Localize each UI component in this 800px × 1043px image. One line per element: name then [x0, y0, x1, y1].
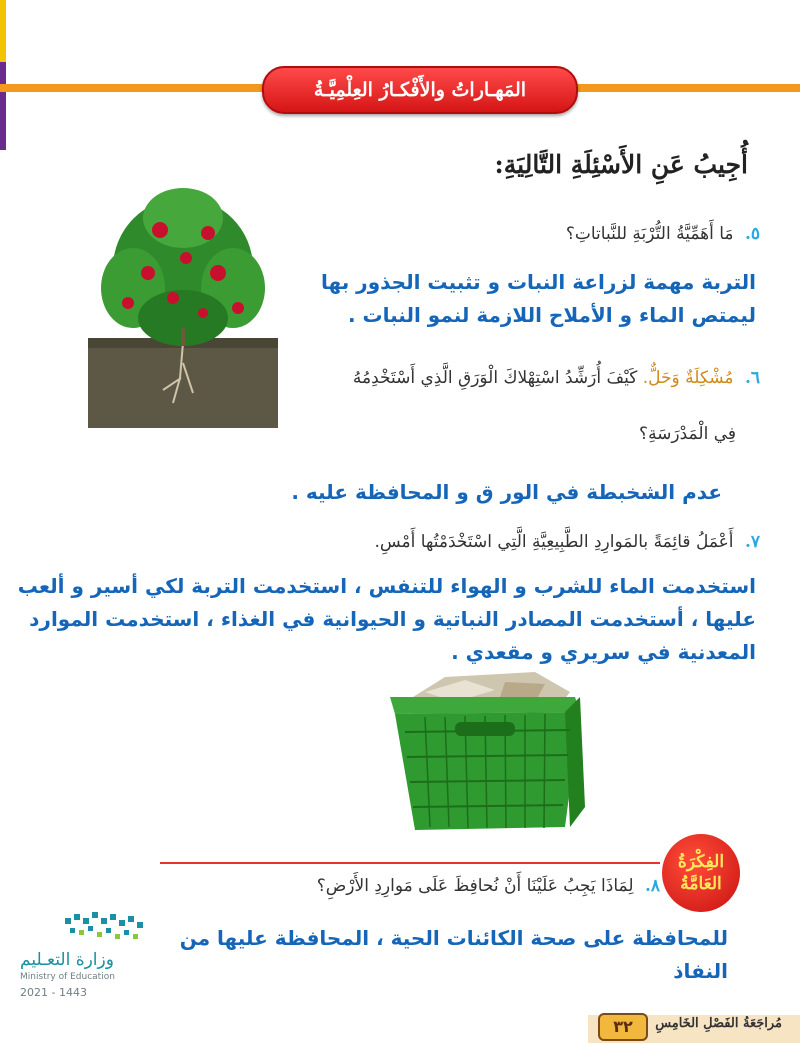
answer-7-line-1: استخدمت الماء للشرب و الهواء للتنفس ، استخدمت التربة لكي أسير و ألعب [17, 574, 756, 598]
question-6-line-2: فِي الْمَدْرَسَةِ؟ [639, 424, 736, 444]
general-idea-badge [662, 834, 740, 912]
question-7-number: ٧. [744, 532, 760, 552]
ministry-logo-icon [60, 908, 150, 948]
question-8-text: لِمَاذَا يَجِبُ عَلَيْنَا أَنْ نُحافِظَ عَلَى مَوارِدِ الأَرْضِ؟ [316, 876, 634, 896]
plant-with-soil-image [88, 178, 278, 428]
question-7-text: أَعْمَلُ قائِمَةً بالمَوارِدِ الطَّبِيعِيَّةِ الَّتِي اسْتَخْدَمْتُها أَمْسِ. [374, 532, 734, 552]
left-edge-strip-yellow [0, 0, 6, 62]
answer-6: عدم الشخبطة في الور ق و المحافظة عليه . [291, 480, 722, 504]
question-8 [317, 876, 660, 896]
answer-8-line-2: النفاذ [673, 959, 728, 983]
ministry-name-english: Ministry of Education [20, 972, 115, 982]
question-5-number: ٥. [744, 224, 760, 244]
answer-7 [16, 570, 756, 669]
question-5-text: مَا أَهَمِّيَّةُ التُّرْبَةِ للنَّباتاتِ؟ [565, 224, 734, 244]
answer-5-line-2: ليمتص الماء و الأملاح اللازمة لنمو النبات . [347, 303, 756, 327]
ministry-name-arabic: وزارة التعـليم [20, 950, 114, 970]
edition-year: 2021 - 1443 [20, 986, 87, 999]
answer-5 [276, 266, 756, 332]
chapter-review-label: مُراجَعَةُ الفَصْلِ الخَامِسِ [655, 1016, 782, 1031]
left-edge-strip-purple [0, 62, 6, 150]
answer-7-line-2: عليها ، أستخدمت المصادر النباتية و الحيوانية في الغذاء ، استخدمت الموارد [29, 607, 756, 631]
answer-5-line-1: التربة مهمة لزراعة النبات و تثبيت الجذور بها [321, 270, 756, 294]
page-number: ٣٢ [598, 1013, 648, 1041]
question-8-number: ٨. [644, 876, 660, 896]
question-7 [374, 532, 760, 552]
answer-8 [168, 922, 728, 988]
badge-line-1: الفِكْرَةُ [677, 852, 725, 872]
section-heading: أُجِيبُ عَنِ الأَسْئِلَةِ التَّالِيَةِ: [494, 150, 748, 179]
answer-8-line-1: للمحافظة على صحة الكائنات الحية ، المحافظة عليها من [179, 926, 728, 950]
question-6-prefix: مُشْكِلَةٌ وَحَلٌّ. [642, 368, 734, 388]
question-6 [353, 368, 760, 388]
badge-line-2: العَامَّةُ [680, 874, 722, 894]
answer-7-line-3: المعدنية في سريري و مقعدي . [451, 640, 756, 664]
question-6-text-line-1: كَيْفَ أُرَشِّدُ اسْتِهْلاكَ الْوَرَقِ الَّذِي أَسْتَخْدِمُهُ [352, 368, 638, 388]
recycling-crate-image [385, 672, 585, 830]
question-6-number: ٦. [744, 368, 760, 388]
section-title-banner: المَهـاراتُ والأَفْكـارُ العِلْمِيَّـةُ [262, 66, 578, 114]
question-5 [566, 224, 760, 244]
general-idea-divider [160, 862, 660, 864]
